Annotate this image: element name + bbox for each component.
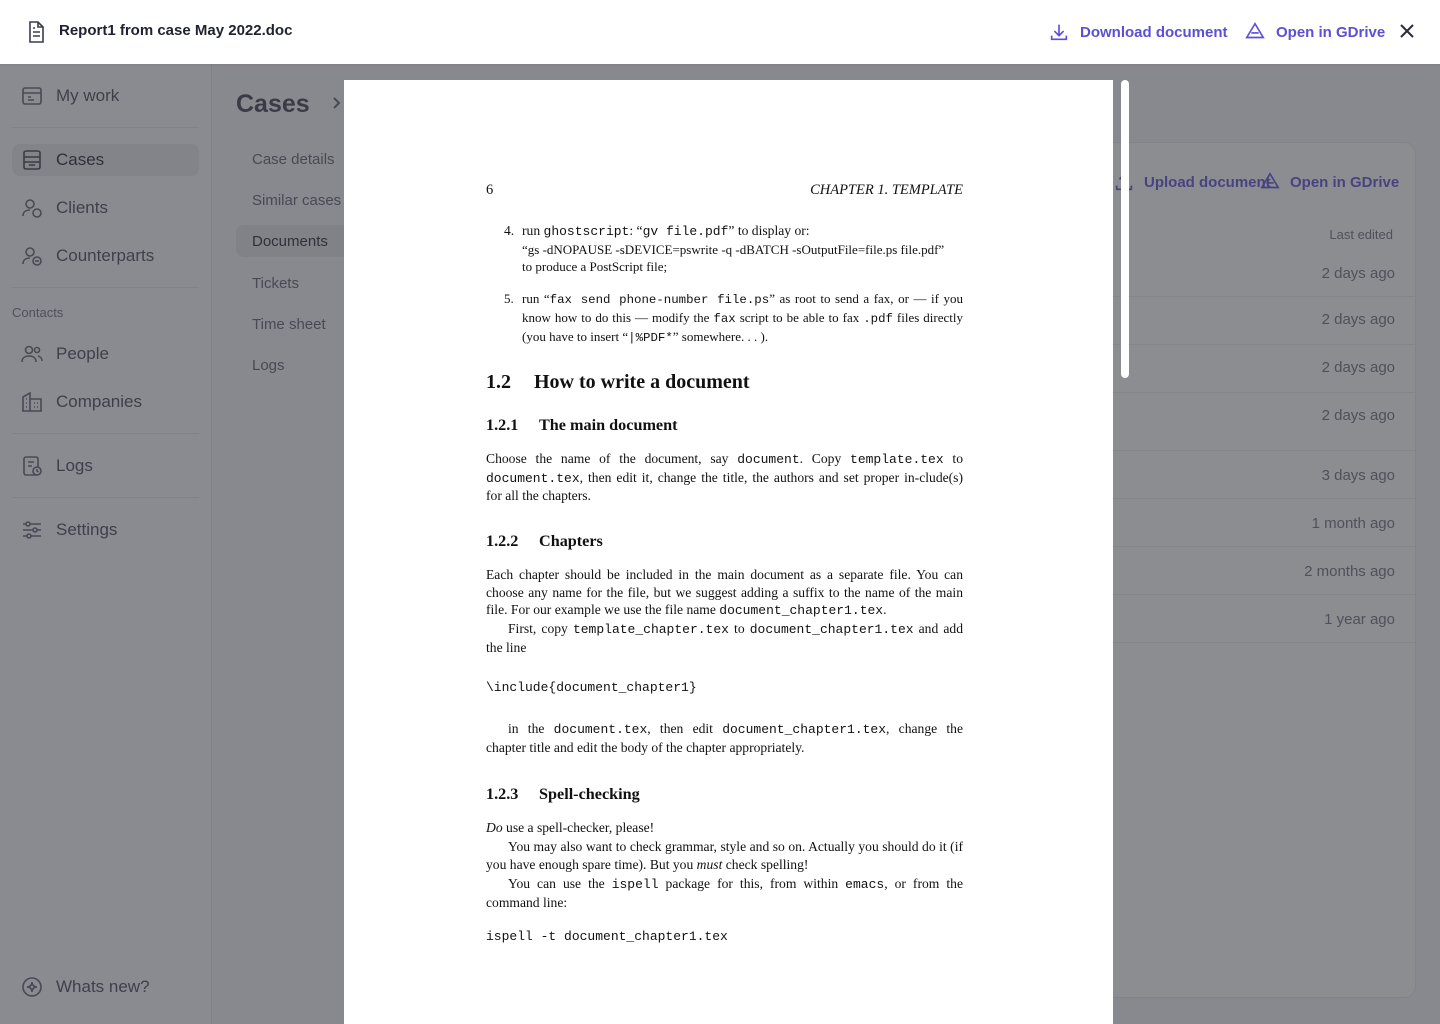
- text: , change the chapter title and edit the body of the chapter appropriately.: [486, 721, 964, 755]
- text: run: [522, 223, 544, 238]
- gdrive-label: Open in GDrive: [1276, 23, 1386, 41]
- text: check spelling!: [722, 856, 809, 872]
- item-number: 4.: [504, 223, 515, 238]
- text: files directly (you have to insert “: [522, 310, 963, 344]
- text: to: [943, 451, 963, 466]
- section-title: Spell-checking: [539, 785, 640, 803]
- section-number: 1.2.3: [486, 785, 519, 803]
- text: use a spell-checker, please!: [502, 820, 655, 835]
- text: .: [883, 602, 887, 617]
- code: template_chapter.tex: [572, 622, 729, 637]
- document-scrollbar[interactable]: [1121, 80, 1129, 378]
- code: emacs: [845, 877, 885, 892]
- section-number: 1.2: [486, 371, 511, 393]
- file-title: Report1 from case May 2022.doc: [59, 22, 293, 39]
- code: gv file.pdf: [642, 224, 729, 239]
- section-title: How to write a document: [534, 371, 750, 393]
- code-block: ispell -t document_chapter1.tex: [486, 929, 728, 944]
- download-label: Download document: [1080, 23, 1228, 41]
- paragraph: [486, 875, 963, 911]
- text: You can use the: [508, 876, 612, 891]
- open-in-gdrive-button[interactable]: [1244, 20, 1385, 44]
- text: ” to display or:: [728, 223, 810, 238]
- gdrive-icon: [1244, 21, 1266, 43]
- subsection-heading: [486, 417, 963, 435]
- code: fax send phone-number file.ps: [549, 293, 770, 307]
- subsection-heading: [486, 786, 963, 804]
- subsection-heading: [486, 533, 963, 551]
- section-number: 1.2.2: [486, 532, 519, 550]
- paragraph: [486, 566, 963, 620]
- code: fax: [713, 312, 736, 326]
- code: document_chapter1.tex: [719, 603, 884, 618]
- text: Each chapter should be included in the main document as a separate file. You can choose any name for the file, but we suggest adding a suffix to the name of the main file. For our example we use the file name: [486, 567, 963, 617]
- document-preview-header: [0, 0, 1440, 64]
- text: ” somewhere. . . ).: [672, 329, 769, 344]
- paragraph: [486, 620, 963, 656]
- download-icon: [1048, 21, 1070, 43]
- code-block: \include{document_chapter1}: [486, 680, 697, 695]
- document-page[interactable]: [344, 80, 1113, 1024]
- section-title: Chapters: [539, 532, 603, 550]
- item-number: 5.: [504, 291, 514, 306]
- section-heading: [486, 371, 963, 393]
- section-number: 1.2.1: [486, 416, 519, 434]
- code: document_chapter1.tex: [722, 722, 887, 737]
- paragraph: [486, 720, 963, 756]
- text: to produce a PostScript file;: [522, 259, 668, 274]
- text: package for this, from within: [658, 876, 846, 891]
- close-icon[interactable]: [1396, 20, 1418, 42]
- file-icon: [24, 20, 48, 44]
- text: First, copy: [508, 621, 573, 636]
- code: ispell: [611, 877, 659, 892]
- text: and add the line: [486, 621, 963, 655]
- text: Choose the name of the document, say: [486, 451, 738, 466]
- code: document: [737, 452, 800, 467]
- paragraph: [486, 838, 963, 873]
- item-text: [522, 290, 963, 347]
- paragraph: [486, 819, 963, 837]
- code: document.tex: [553, 722, 648, 737]
- item-text: [522, 222, 963, 276]
- code: document_chapter1.tex: [749, 622, 914, 637]
- text: ” as root to send a fax, or — if you know how to do this — modify the: [522, 291, 964, 325]
- text: , or from the command line:: [486, 876, 963, 910]
- page-number: 6: [486, 182, 494, 198]
- text: to: [728, 621, 750, 636]
- text: . Copy: [799, 451, 851, 466]
- text: : “: [629, 223, 643, 238]
- section-title: The main document: [539, 416, 678, 434]
- code: .pdf: [863, 312, 893, 326]
- download-document-button[interactable]: [1048, 20, 1228, 44]
- text: , then edit it, change the title, the authors and set proper in-clude(s) for all the chapters.: [486, 469, 963, 503]
- text: , then edit: [647, 721, 723, 736]
- code: document.tex: [486, 470, 580, 486]
- text: script to be able to fax: [735, 310, 864, 325]
- running-head-title: CHAPTER 1. TEMPLATE: [810, 182, 963, 198]
- text: You may also want to check grammar, style and so on. Actually you should do it (if you have enough spare time). But you: [486, 839, 963, 872]
- code: ghostscript: [543, 224, 630, 239]
- text: “gs -dNOPAUSE -sDEVICE=pswrite -q -dBATCH -sOutputFile=file.ps file.pdf”: [522, 241, 945, 257]
- text: in the: [508, 721, 554, 736]
- emphasis: must: [696, 856, 723, 872]
- text: run “: [522, 291, 550, 306]
- code: template.tex: [850, 452, 944, 467]
- code: |%PDF*: [628, 331, 673, 345]
- emphasis: Do: [486, 820, 503, 835]
- paragraph: [486, 450, 963, 505]
